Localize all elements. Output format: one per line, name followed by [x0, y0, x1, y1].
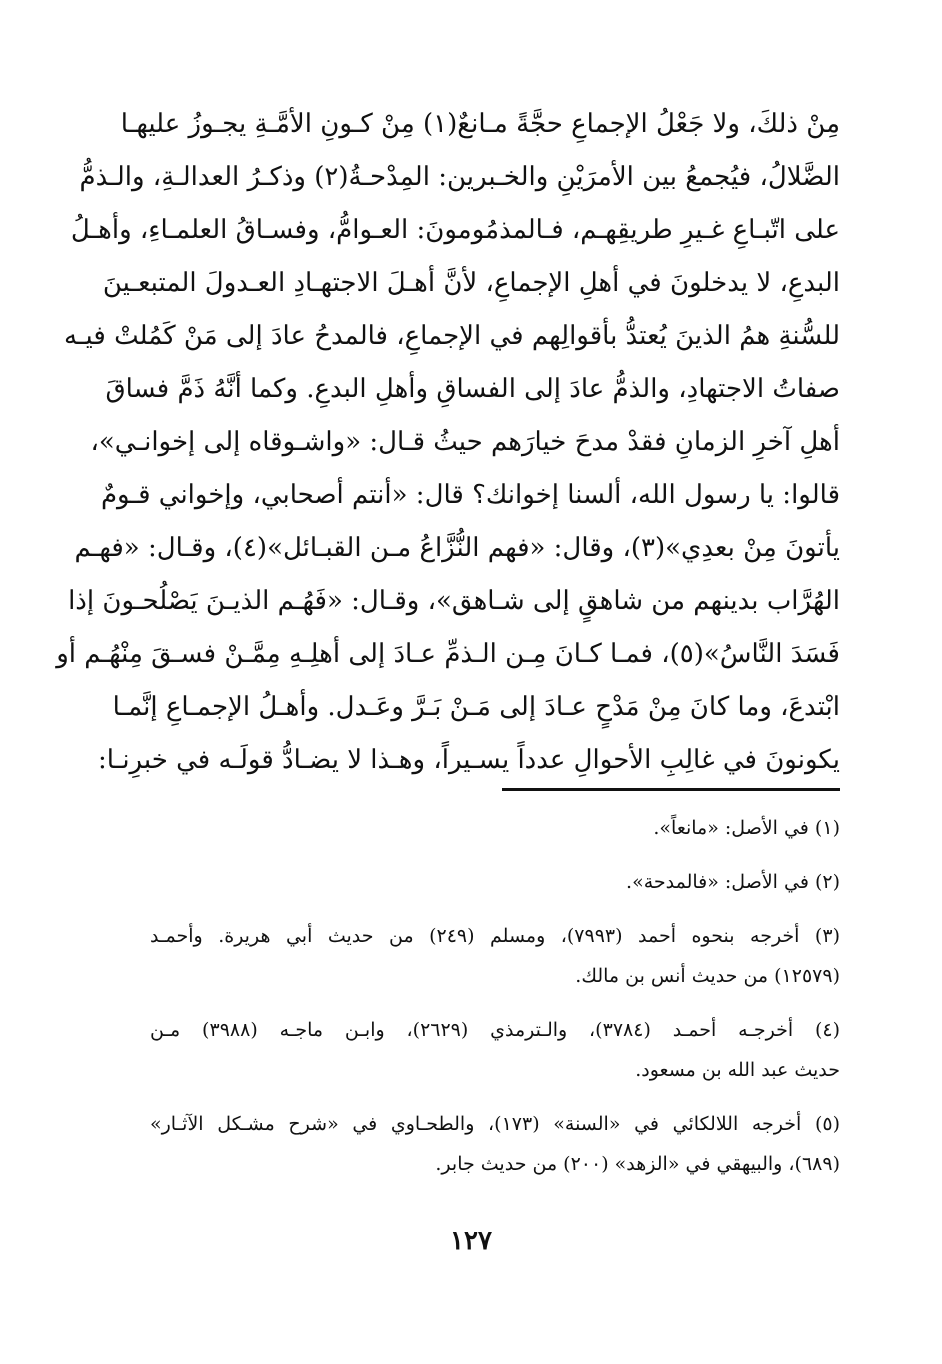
footnote-1 — [150, 808, 840, 848]
main-text-line: مِنْ ذلكَ، ولا جَعْلُ الإجماعِ حجَّةً مـانعٌ(١) مِنْ كـونِ الأمَّـةِ يجـوزُ عليهـا — [120, 109, 840, 139]
main-text-line: يكونونَ في غالِبِ الأحوالِ عدداً يسـيراً، وهـذا لا يضـادُّ قولَـه في خبرِنـا: — [98, 745, 840, 775]
footnote-5 — [150, 1104, 840, 1184]
main-text-line: صفاتُ الاجتهادِ، والذمُّ عادَ إلى الفساقِ وأهلِ البدعِ. وكما أنَّهُ ذَمَّ فساقَ — [105, 374, 840, 404]
main-text-line: قالوا: يا رسول الله، ألسنا إخوانك؟ قال: «أنتم أصحابي، وإخواني قـومٌ — [100, 480, 840, 510]
footnote-2 — [150, 862, 840, 902]
main-text-line: البدعِ، لا يدخلونَ في أهلِ الإجماعِ، لأنَّ أهـلَ الاجتهـادِ العـدولَ المتبعـينَ — [102, 268, 840, 298]
main-text-line: الهُرَّاب بدينهم من شاهقٍ إلى شـاهق»، وقـال: «فَهُـم الذيـنَ يَصْلُحـونَ إذا — [68, 586, 840, 616]
footnote-3 — [150, 916, 840, 996]
footnote-line: (١٢٥٧٩) من حديث أنس بن مالك. — [575, 965, 840, 987]
footnote-line: (٢) في الأصل: «فالمدحة». — [626, 871, 840, 893]
page-number: ١٢٧ — [450, 1226, 492, 1256]
main-text-line: فَسَدَ النَّاسُ»(٥)، فمـا كـانَ مِـن الـذمِّ عـادَ إلى أهلِـهِ مِمَّـنْ فسـقَ مِنْهُـم أو — [56, 639, 840, 669]
main-text-line: للسُّنةِ همُ الذينَ يُعتدُّ بأقوالِهم في الإجماعِ، فالمدحُ عادَ إلى مَنْ كَمُلتْ فيـه — [64, 321, 840, 351]
main-text-line: أهلِ آخرِ الزمانِ فقدْ مدحَ خيارَهم حيثُ قـال: «واشـوقاه إلى إخوانـي»، — [90, 427, 840, 457]
main-text-line: الضَّلالُ، فيُجمعُ بين الأمرَيْنِ والخـبرين: المِدْحـةُ(٢) وذكـرُ العدالـةِ، والـذمُّ — [79, 162, 840, 192]
main-text-block — [56, 98, 840, 787]
main-text-line: ابْتدعَ، وما كانَ مِنْ مَدْحٍ عـادَ إلى مَـنْ بَـرَّ وعَـدل. وأهـلُ الإجمـاعِ إنَّمـا — [112, 692, 840, 722]
footnote-line: (٥) أخرجه اللالكائي في «السنة» (١٧٣)، والطحـاوي في «شرح مشـكل الآثـار» — [150, 1113, 840, 1135]
main-text-line: يأتونَ مِنْ بعدِي»(٣)، وقال: «فهم النُّزَّاعُ مـن القبـائل»(٤)، وقـال: «فهـم — [74, 533, 840, 563]
main-text-line: على اتّبـاعِ غـيرِ طريقِهـم، فـالمذمُومونَ: العـوامُّ، وفسـاقُ العلمـاءِ، وأهـلُ — [70, 215, 840, 245]
footnote-line: (١) في الأصل: «مانعاً». — [653, 817, 840, 839]
footnote-line: (٦٨٩)، والبيهقي في «الزهد» (٢٠٠) من حديث جابر. — [435, 1153, 840, 1175]
footnote-line: حديث عبد الله بن مسعود. — [635, 1059, 840, 1081]
footnote-line: (٤) أخرجـه أحمـد (٣٧٨٤)، والـترمذي (٢٦٢٩)، وابـن ماجـه (٣٩٨٨) مـن — [150, 1019, 841, 1041]
footnote-divider — [502, 788, 840, 791]
footnote-line: (٣) أخرجه بنحوه أحمد (٧٩٩٣)، ومسلم (٢٤٩) من حديث أبي هريرة. وأحمـد — [150, 925, 840, 947]
footnotes-block — [150, 808, 840, 1198]
footnote-4 — [150, 1010, 840, 1090]
